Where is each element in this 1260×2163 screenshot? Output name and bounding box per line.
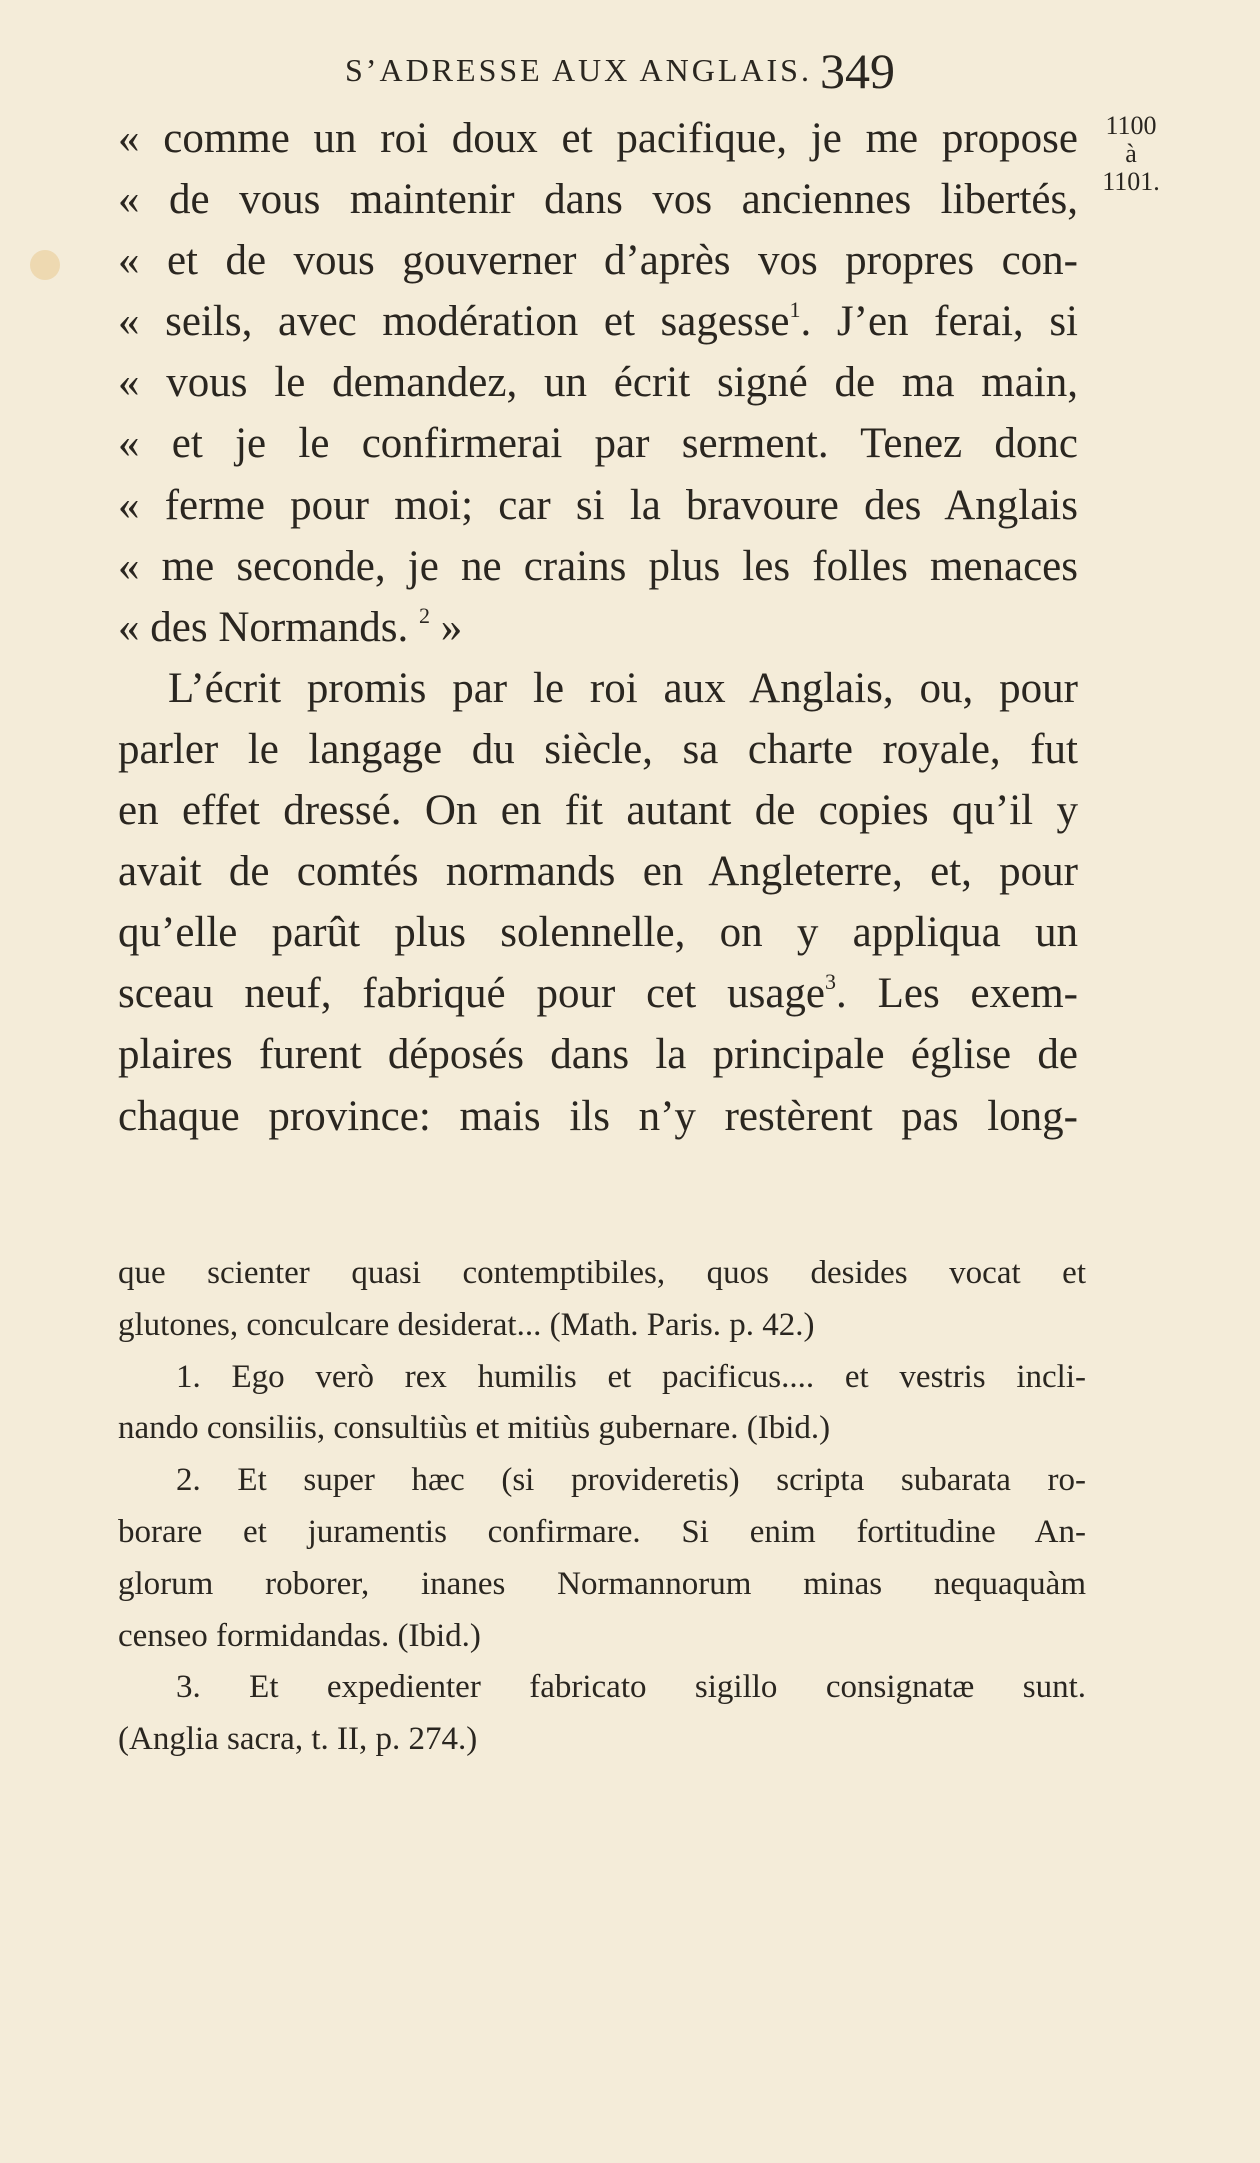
margin-date-start: 1100	[1105, 111, 1157, 140]
footnote-ref: 2	[418, 602, 430, 628]
margin-date	[1086, 112, 1176, 196]
running-title: S’ADRESSE AUX ANGLAIS.	[345, 52, 812, 88]
text-line: « me seconde, je ne crains plus les folles menaces	[118, 542, 1078, 590]
text-line: qu’elle parût plus solennelle, on y appliqua un	[118, 909, 1078, 957]
text-line: en effet dressé. On en fit autant de copies qu’il y	[118, 787, 1078, 835]
footnote-line: censeo formidandas. (Ibid.)	[118, 1617, 481, 1654]
text-line: « ferme pour moi; car si la bravoure des Anglais	[118, 481, 1078, 529]
text-line: « comme un roi doux et pacifique, je me propose	[118, 115, 1078, 162]
footnote-line: nando consiliis, consultiùs et mitiùs gubernare. (Ibid.)	[118, 1410, 831, 1447]
margin-date-word: à	[1125, 139, 1137, 168]
text-line: parler le langage du siècle, sa charte royale, fut	[118, 725, 1078, 773]
footnote-line: borare et juramentis confirmare. Si enim fortitudine An-	[118, 1513, 1086, 1550]
footnote-line: 2. Et super hæc (si provideretis) scripta subarata ro-	[176, 1462, 1086, 1499]
footnote-line: glorum roborer, inanes Normannorum minas nequaquàm	[118, 1565, 1086, 1602]
text-line: plaires furent déposés dans la principale église de	[118, 1031, 1078, 1079]
text-line: « et je le confirmerai par serment. Tenez donc	[118, 420, 1078, 468]
footnote-ref: 3	[825, 969, 837, 995]
footnote-ref: 1	[789, 297, 801, 323]
text-line: L’écrit promis par le roi aux Anglais, ou, pour	[168, 664, 1078, 712]
text-line: chaque province: mais ils n’y restèrent pas long-	[118, 1092, 1078, 1140]
page-number: 349	[820, 43, 895, 99]
footnote-line: glutones, conculcare desiderat... (Math. Paris. p. 42.)	[118, 1306, 815, 1343]
main-text	[118, 108, 1078, 1147]
text-line: sceau neuf, fabriqué pour cet usage$^3$. Les exem-	[118, 969, 1078, 1018]
text-line: « seils, avec modération et sagesse$^1$. J’en ferai, si	[118, 297, 1079, 346]
footnote-line: 1. Ego verò rex humilis et pacificus.... et vestris incli-	[176, 1358, 1086, 1395]
footnote-line: 3. Et expedienter fabricato sigillo consignatæ sunt.	[176, 1669, 1086, 1706]
footnote-line: (Anglia sacra, t. II, p. 274.)	[118, 1721, 478, 1758]
text-line: « et de vous gouverner d’après vos propres con-	[118, 237, 1078, 285]
footnotes	[118, 1248, 1086, 1766]
paper-stain	[30, 250, 60, 280]
margin-date-end: 1101.	[1102, 167, 1160, 196]
page-header	[345, 42, 895, 102]
text-line: « vous le demandez, un écrit signé de ma main,	[118, 359, 1078, 407]
text-line: « de vous maintenir dans vos anciennes libertés,	[118, 176, 1078, 224]
text-line: « des Normands. $^2$ »	[118, 602, 463, 651]
text-line: avait de comtés normands en Angleterre, et, pour	[118, 848, 1078, 896]
footnote-line: que scienter quasi contemptibiles, quos desides vocat et	[118, 1255, 1086, 1291]
